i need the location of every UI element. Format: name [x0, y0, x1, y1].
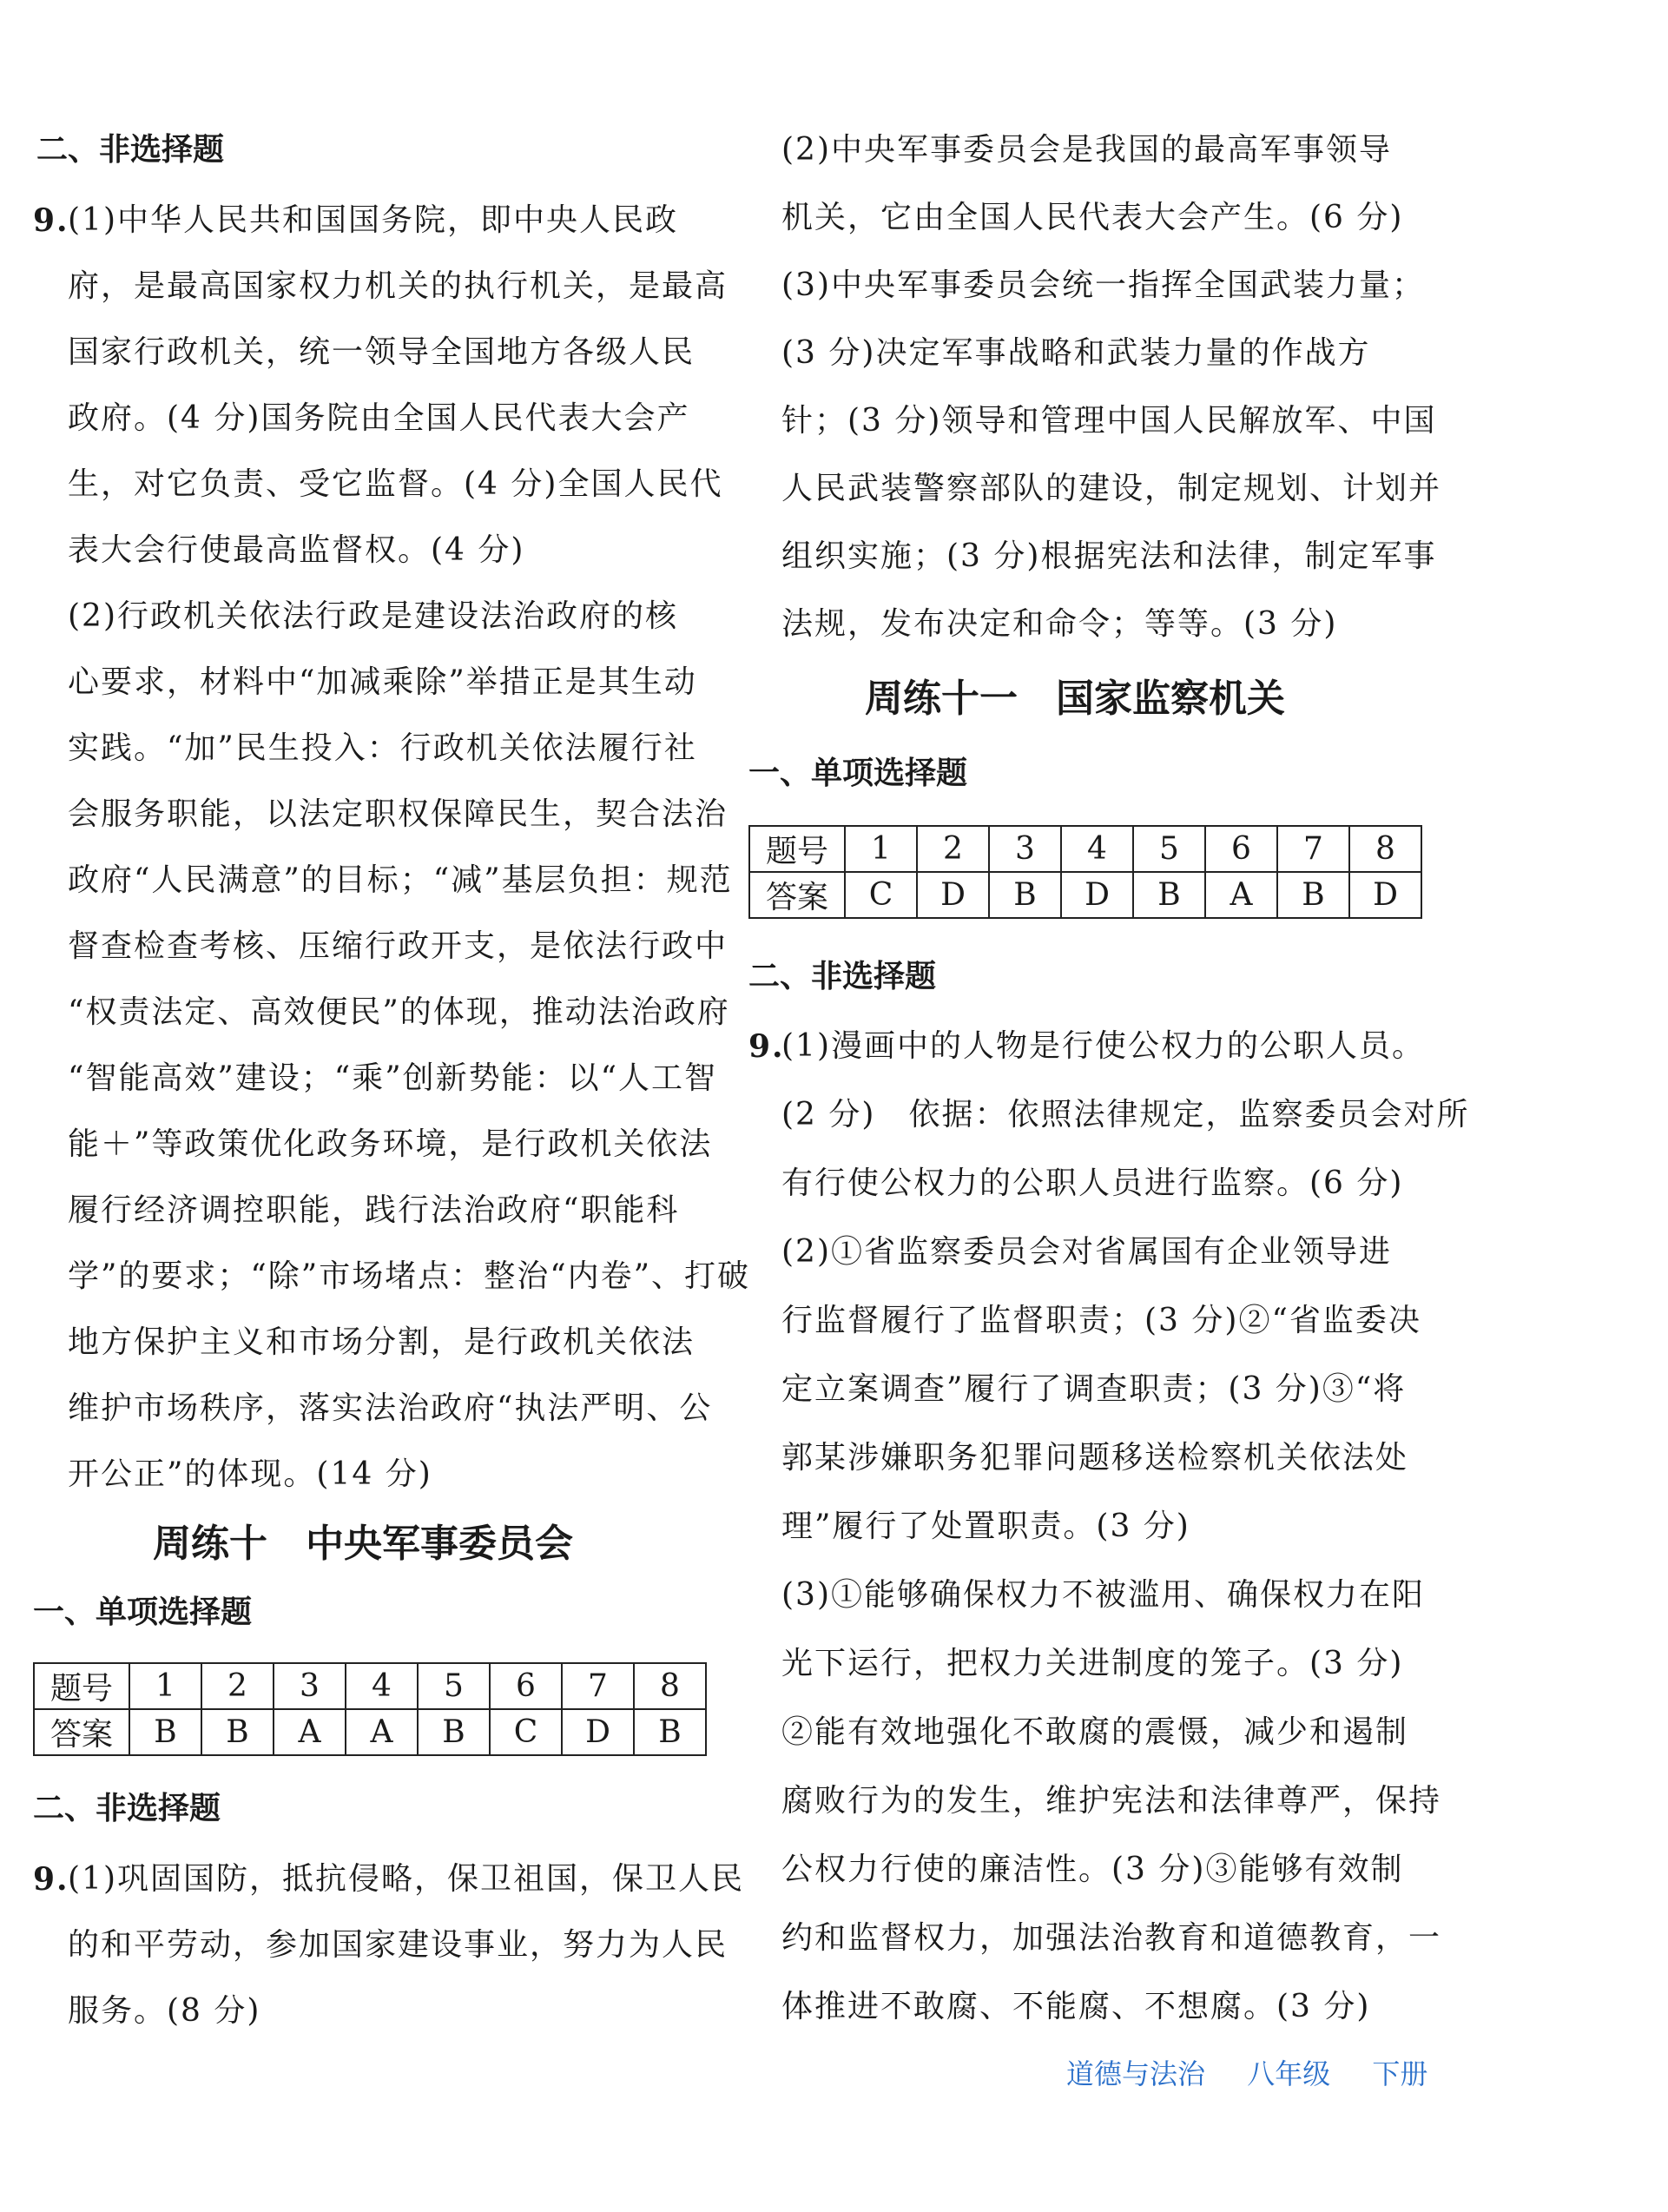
answer-line: 体推进不敢腐、不能腐、不想腐。(3 分)	[781, 1989, 1371, 2024]
answer-line: 生，对它负责、受它监督。(4 分)全国人民代	[68, 466, 723, 502]
answer-line: 腐败行为的发生，维护宪法和法律尊严，保持	[781, 1783, 1442, 1819]
table-cell: D	[917, 872, 989, 918]
table-cell: 8	[1349, 826, 1421, 872]
table-cell: 2	[201, 1663, 274, 1709]
table-cell: B	[129, 1709, 201, 1755]
section-heading: 二、非选择题	[36, 132, 225, 168]
table-cell: 6	[1205, 826, 1277, 872]
table-cell: B	[1133, 872, 1205, 918]
answer-line: 理”履行了处置职责。(3 分)	[781, 1509, 1190, 1544]
table-cell: B	[1277, 872, 1349, 918]
answer-line: 的和平劳动，参加国家建设事业，努力为人民	[68, 1927, 729, 1963]
section-heading: 一、单项选择题	[33, 1595, 253, 1630]
table-cell: 题号	[749, 826, 845, 872]
table-cell: 3	[274, 1663, 346, 1709]
answer-line: 行监督履行了监督职责；(3 分)②“省监委决	[781, 1303, 1421, 1338]
answer-line: 实践。“加”民生投入：行政机关依法履行社	[68, 730, 697, 766]
table-cell: D	[1349, 872, 1421, 918]
answer-line: 人民武装警察部队的建设，制定规划、计划并	[781, 471, 1442, 506]
answer-line: 政府。(4 分)国务院由全国人民代表大会产	[68, 400, 690, 436]
answer-line: 开公正”的体现。(14 分)	[68, 1456, 432, 1492]
answer-line: 机关，它由全国人民代表大会产生。(6 分)	[781, 200, 1404, 235]
answer-line: (3)①能够确保权力不被滥用、确保权力在阳	[781, 1577, 1425, 1613]
table-cell: 1	[129, 1663, 201, 1709]
answer-line: (3)中央军事委员会统一指挥全国武装力量；	[781, 267, 1425, 303]
answer-line: (2)①省监察委员会对省属国有企业领导进	[781, 1234, 1392, 1270]
answer-line: (2)中央军事委员会是我国的最高军事领导	[781, 132, 1392, 168]
table-row	[34, 1663, 706, 1709]
section-title: 周练十一 国家监察机关	[865, 677, 1285, 721]
table-row	[749, 826, 1421, 872]
table-cell: 5	[1133, 826, 1205, 872]
answer-line: 学”的要求；“除”市场堵点：整治“内卷”、打破	[68, 1258, 751, 1294]
answer-line: 公权力行使的廉洁性。(3 分)③能够有效制	[781, 1852, 1404, 1887]
table-cell: B	[418, 1709, 490, 1755]
table-cell: 题号	[34, 1663, 129, 1709]
table-cell: D	[1061, 872, 1133, 918]
table-cell: 答案	[749, 872, 845, 918]
table-cell: B	[201, 1709, 274, 1755]
answer-line: (1)巩固国防，抵抗侵略，保卫祖国，保卫人民	[68, 1861, 744, 1897]
answer-line: 会服务职能，以法定职权保障民生，契合法治	[68, 796, 729, 832]
answer-line: 法规，发布决定和命令；等等。(3 分)	[781, 606, 1338, 642]
answer-table	[748, 825, 1422, 919]
answer-line: 有行使公权力的公职人员进行监察。(6 分)	[781, 1165, 1404, 1201]
answer-line: (2)行政机关依法行政是建设法治政府的核	[68, 598, 678, 634]
table-cell: 5	[418, 1663, 490, 1709]
table-cell: 7	[1277, 826, 1349, 872]
table-cell: C	[845, 872, 917, 918]
answer-line: 服务。(8 分)	[68, 1993, 261, 2029]
answer-table	[33, 1662, 707, 1756]
section-heading: 一、单项选择题	[748, 756, 968, 791]
answer-line: 督查检查考核、压缩行政开支，是依法行政中	[68, 928, 729, 964]
table-cell: 6	[490, 1663, 562, 1709]
answer-line: “权责法定、高效便民”的体现，推动法治政府	[68, 994, 730, 1030]
table-cell: A	[1205, 872, 1277, 918]
answer-line: 能＋”等政策优化政务环境，是行政机关依法	[68, 1126, 713, 1162]
answer-line: “智能高效”建设；“乘”创新势能：以“人工智	[68, 1060, 718, 1096]
footer-subject: 道德与法治	[1066, 2057, 1206, 2090]
table-cell: B	[634, 1709, 706, 1755]
question-number: 9.	[33, 202, 69, 239]
page-footer	[1066, 2055, 1427, 2093]
answer-line: 光下运行，把权力关进制度的笼子。(3 分)	[781, 1646, 1404, 1681]
table-cell: A	[346, 1709, 418, 1755]
answer-line: (1)中华人民共和国国务院，即中央人民政	[68, 202, 678, 238]
answer-line: 郭某涉嫌职务犯罪问题移送检察机关依法处	[781, 1440, 1409, 1476]
table-row	[34, 1709, 706, 1755]
section-heading: 二、非选择题	[33, 1791, 221, 1826]
table-cell: B	[989, 872, 1061, 918]
question-number: 9.	[748, 1028, 785, 1065]
answer-line: (1)漫画中的人物是行使公权力的公职人员。	[781, 1028, 1425, 1064]
footer-volume: 下册	[1372, 2057, 1428, 2090]
answer-line: 约和监督权力，加强法治教育和道德教育，一	[781, 1920, 1442, 1956]
table-cell: 1	[845, 826, 917, 872]
answer-line: 府，是最高国家权力机关的执行机关，是最高	[68, 268, 729, 304]
table-cell: D	[562, 1709, 634, 1755]
table-cell: A	[274, 1709, 346, 1755]
table-cell: 2	[917, 826, 989, 872]
table-cell: C	[490, 1709, 562, 1755]
answer-line: ②能有效地强化不敢腐的震慑，减少和遏制	[781, 1714, 1409, 1750]
table-cell: 4	[1061, 826, 1133, 872]
answer-line: 履行经济调控职能，践行法治政府“职能科	[68, 1192, 680, 1228]
answer-line: 地方保护主义和市场分割，是行政机关依法	[68, 1324, 696, 1360]
table-cell: 答案	[34, 1709, 129, 1755]
answer-line: 心要求，材料中“加减乘除”举措正是其生动	[68, 664, 697, 700]
table-row	[749, 872, 1421, 918]
answer-line: (3 分)决定军事战略和武装力量的作战方	[781, 335, 1371, 371]
answer-line: 表大会行使最高监督权。(4 分)	[68, 532, 525, 568]
question-number: 9.	[33, 1861, 69, 1898]
answer-line: (2 分) 依据：依照法律规定，监察委员会对所	[781, 1097, 1470, 1132]
answer-line: 组织实施；(3 分)根据宪法和法律，制定军事	[781, 538, 1437, 574]
answer-line: 政府“人民满意”的目标；“减”基层负担：规范	[68, 862, 733, 898]
table-cell: 4	[346, 1663, 418, 1709]
answer-line: 定立案调查”履行了调查职责；(3 分)③“将	[781, 1371, 1407, 1407]
answer-line: 国家行政机关，统一领导全国地方各级人民	[68, 334, 696, 370]
footer-grade: 八年级	[1247, 2057, 1331, 2090]
section-title: 周练十 中央军事委员会	[153, 1522, 573, 1566]
table-cell: 8	[634, 1663, 706, 1709]
table-cell: 3	[989, 826, 1061, 872]
answer-line: 针；(3 分)领导和管理中国人民解放军、中国	[781, 403, 1437, 439]
answer-line: 维护市场秩序，落实法治政府“执法严明、公	[68, 1390, 713, 1426]
table-cell: 7	[562, 1663, 634, 1709]
section-heading: 二、非选择题	[748, 959, 937, 994]
